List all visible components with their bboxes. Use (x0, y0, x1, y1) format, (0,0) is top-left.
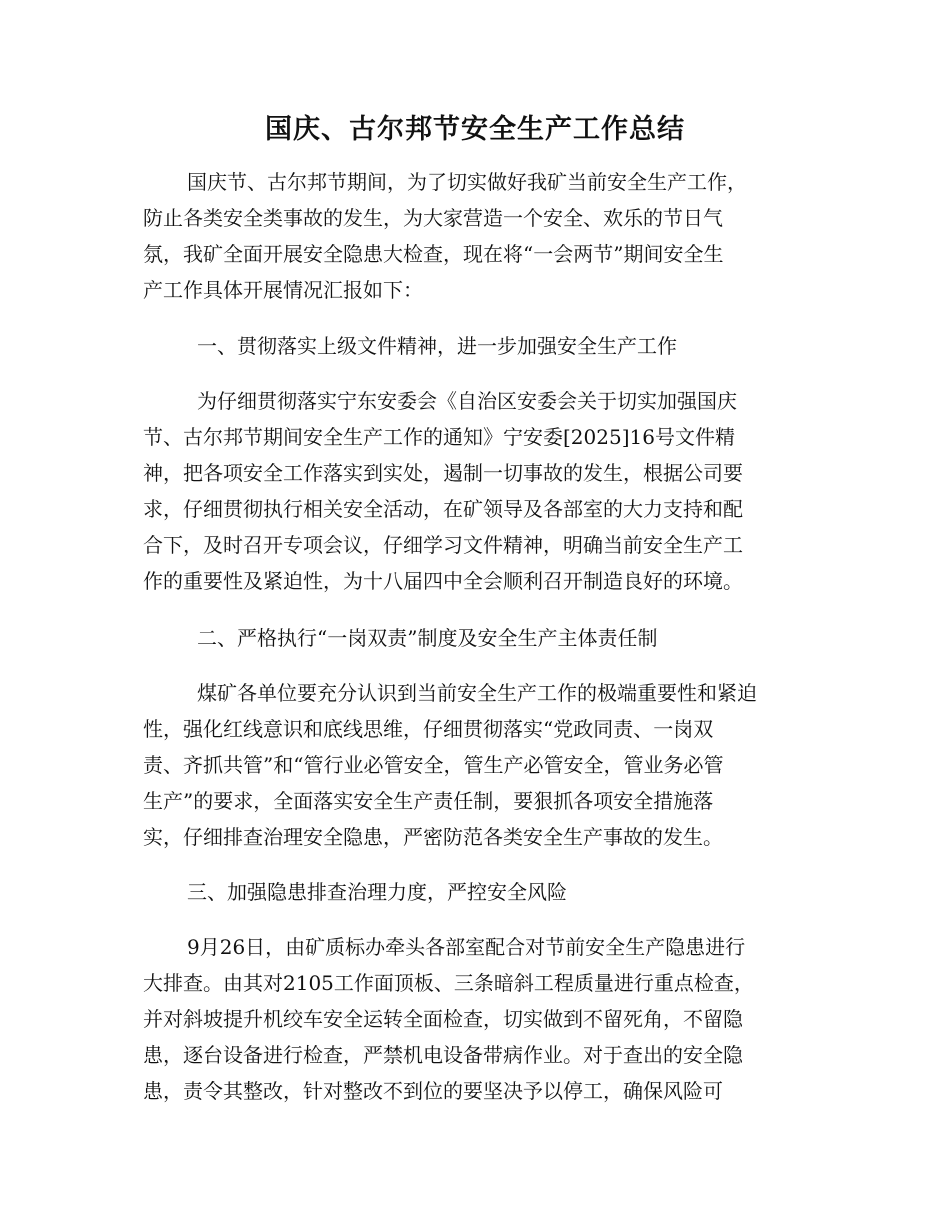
section3-line: 患，责令其整改，针对整改不到位的要坚决予以停工，确保风险可 (143, 1079, 723, 1103)
section-heading-1: 一、贯彻落实上级文件精神，进一步加强安全生产工作 (197, 334, 677, 358)
section1-line: 作的重要性及紧迫性，为十八届四中全会顺利召开制造良好的环境。 (143, 569, 743, 593)
section1-line: 求，仔细贯彻执行相关安全活动，在矿领导及各部室的大力支持和配 (143, 497, 743, 521)
section2-line: 性，强化红线意识和底线思维，仔细贯彻落实“党政同责、一岗双 (143, 717, 714, 741)
section2-line: 煤矿各单位要充分认识到当前安全生产工作的极端重要性和紧迫 (197, 681, 757, 705)
section1-line: 神，把各项安全工作落实到实处，遏制一切事故的发生，根据公司要 (143, 461, 743, 485)
section3-line: 并对斜坡提升机绞车安全运转全面检查，切实做到不留死角，不留隐 (143, 1007, 743, 1031)
intro-line: 氛，我矿全面开展安全隐患大检查，现在将“一会两节”期间安全生 (143, 242, 724, 266)
section1-line: 合下，及时召开专项会议，仔细学习文件精神，明确当前安全生产工 (143, 533, 743, 557)
section2-line: 生产”的要求，全面落实安全生产责任制，要狠抓各项安全措施落 (143, 789, 714, 813)
intro-line: 产工作具体开展情况汇报如下： (143, 278, 423, 302)
document-title: 国庆、古尔邦节安全生产工作总结 (265, 114, 685, 145)
section-heading-2: 二、严格执行“一岗双责”制度及安全生产主体责任制 (197, 626, 658, 650)
intro-line: 国庆节、古尔邦节期间，为了切实做好我矿当前安全生产工作， (187, 170, 747, 194)
section1-line: 节、古尔邦节期间安全生产工作的通知》宁安委[2025]16号文件精 (143, 425, 735, 449)
section3-line: 大排查。由其对2105工作面顶板、三条暗斜工程质量进行重点检查， (143, 971, 754, 995)
intro-line: 防止各类安全类事故的发生，为大家营造一个安全、欢乐的节日气 (143, 206, 723, 230)
section-heading-3: 三、加强隐患排查治理力度，严控安全风险 (187, 880, 567, 904)
section2-line: 责、齐抓共管”和“管行业必管安全，管生产必管安全，管业务必管 (143, 753, 724, 777)
section3-line: 患，逐台设备进行检查，严禁机电设备带病作业。对于查出的安全隐 (143, 1043, 743, 1067)
section3-line: 9月26日，由矿质标办牵头各部室配合对节前安全生产隐患进行 (187, 935, 746, 959)
section2-line: 实，仔细排查治理安全隐患，严密防范各类安全生产事故的发生。 (143, 825, 723, 849)
section1-line: 为仔细贯彻落实宁东安委会《自治区安委会关于切实加强国庆 (197, 389, 737, 413)
